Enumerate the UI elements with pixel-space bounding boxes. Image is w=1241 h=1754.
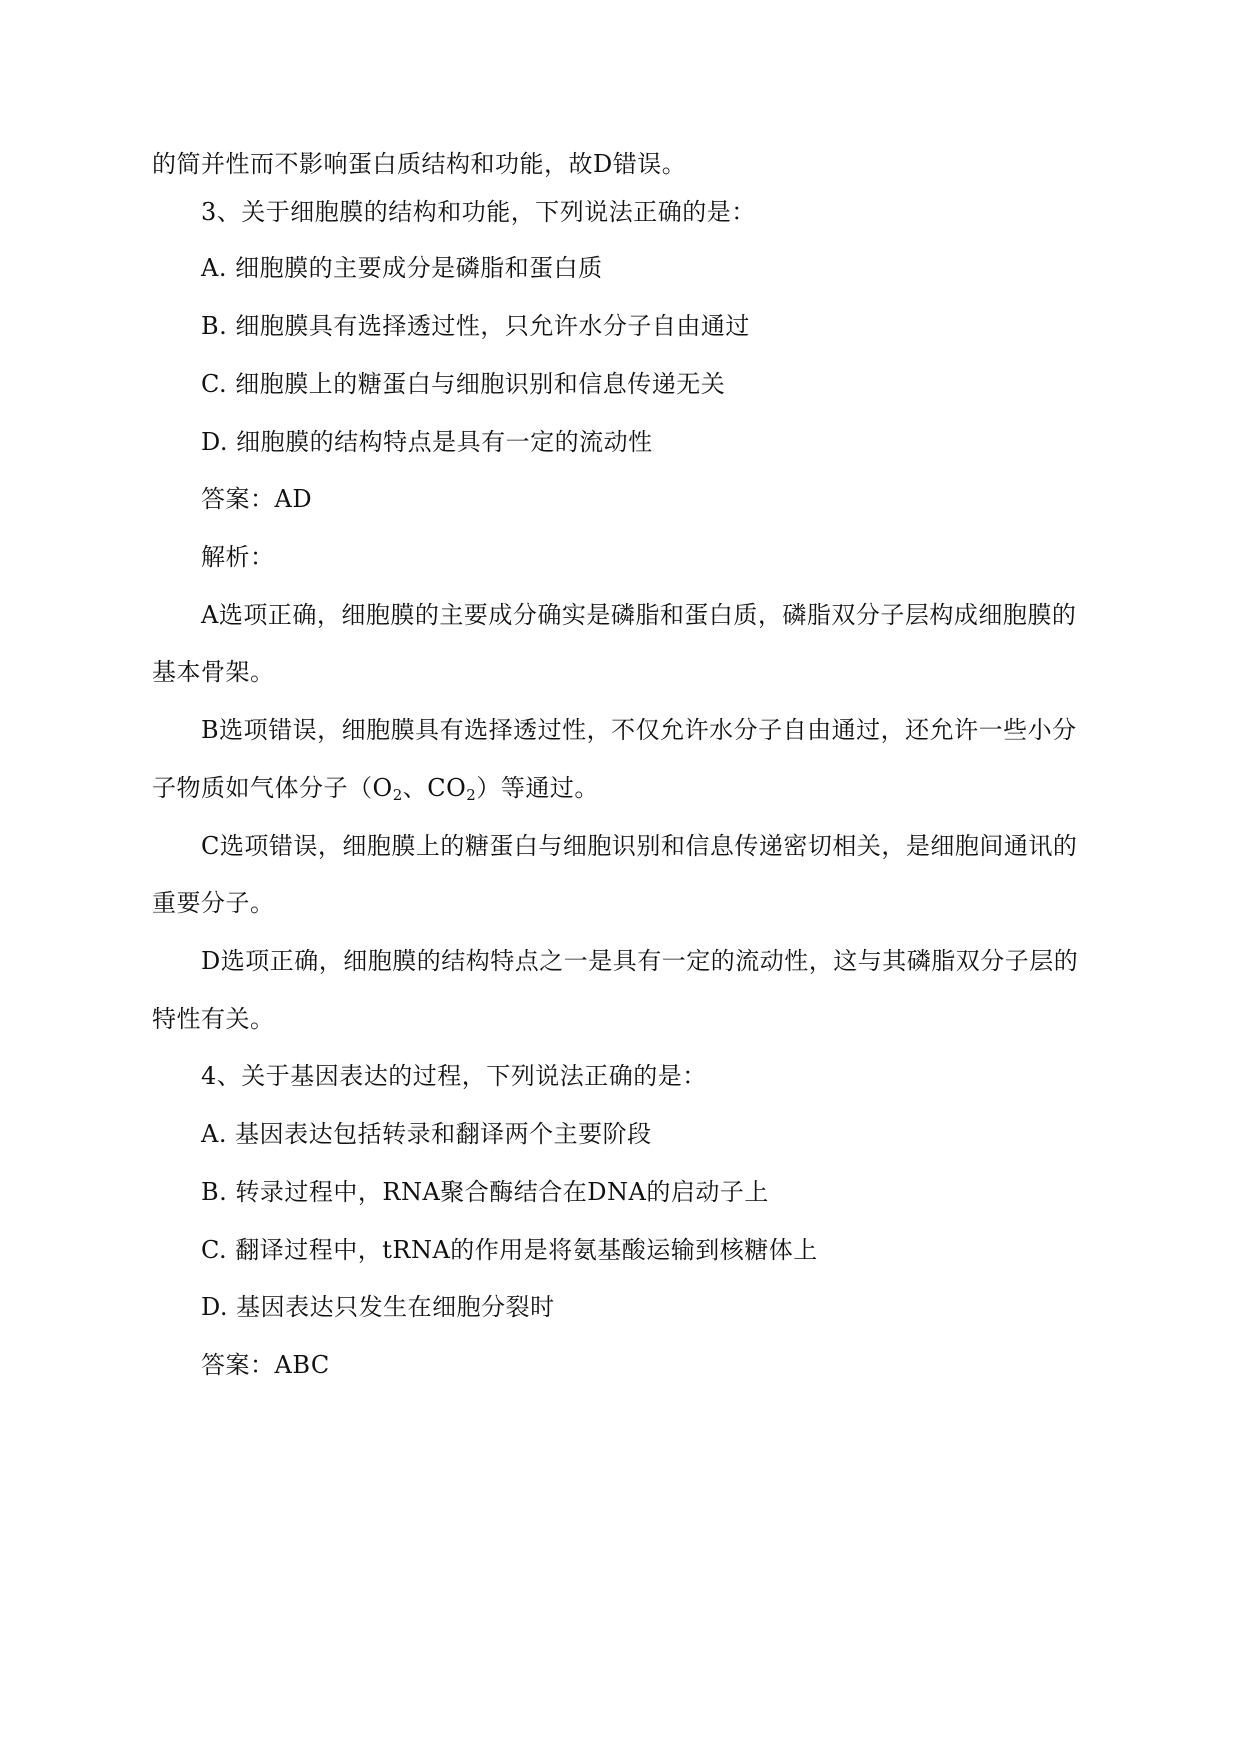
q3-option-d: D. 细胞膜的结构特点是具有一定的流动性	[201, 428, 653, 456]
subscript-2: 2	[392, 786, 403, 804]
q3-answer: 答案：AD	[201, 485, 313, 513]
q4-option-a: A. 基因表达包括转录和翻译两个主要阶段	[201, 1120, 652, 1148]
q3-analysis-c: C选项错误，细胞膜上的糖蛋白与细胞识别和信息传递密切相关，是细胞间通讯的	[201, 832, 1078, 860]
q3-analysis-label: 解析：	[201, 543, 275, 571]
q3-option-c: C. 细胞膜上的糖蛋白与细胞识别和信息传递无关	[201, 370, 726, 398]
q4-option-d: D. 基因表达只发生在细胞分裂时	[201, 1293, 555, 1321]
q3-analysis-c-cont: 重要分子。	[152, 889, 275, 917]
q3-analysis-d-cont: 特性有关。	[152, 1005, 275, 1033]
q3-option-a: A. 细胞膜的主要成分是磷脂和蛋白质	[201, 254, 603, 282]
q4-answer: 答案：ABC	[201, 1351, 330, 1379]
q4-option-c: C. 翻译过程中，tRNA的作用是将氨基酸运输到核糖体上	[201, 1236, 818, 1264]
q4-option-b: B. 转录过程中，RNA聚合酶结合在DNA的启动子上	[201, 1178, 769, 1206]
q3-option-b: B. 细胞膜具有选择透过性，只允许水分子自由通过	[201, 312, 750, 340]
gas-text-suffix: ）等通过。	[476, 774, 599, 802]
q3-analysis-b-cont	[152, 772, 599, 804]
gas-text-middle: 、CO	[402, 774, 467, 802]
q3-analysis-a: A选项正确，细胞膜的主要成分确实是磷脂和蛋白质，磷脂双分子层构成细胞膜的	[201, 601, 1077, 629]
q3-analysis-d: D选项正确，细胞膜的结构特点之一是具有一定的流动性，这与其磷脂双分子层的	[201, 947, 1079, 975]
subscript-2: 2	[466, 786, 477, 804]
text-line: 的简并性而不影响蛋白质结构和功能，故D错误。	[152, 150, 687, 178]
question-3-stem: 3、关于细胞膜的结构和功能，下列说法正确的是：	[201, 198, 756, 226]
question-4-stem: 4、关于基因表达的过程，下列说法正确的是：	[201, 1062, 707, 1090]
q3-analysis-a-cont: 基本骨架。	[152, 658, 275, 686]
q3-analysis-b: B选项错误，细胞膜具有选择透过性，不仅允许水分子自由通过，还允许一些小分	[201, 716, 1077, 744]
gas-text-prefix: 子物质如气体分子（O	[152, 774, 393, 802]
